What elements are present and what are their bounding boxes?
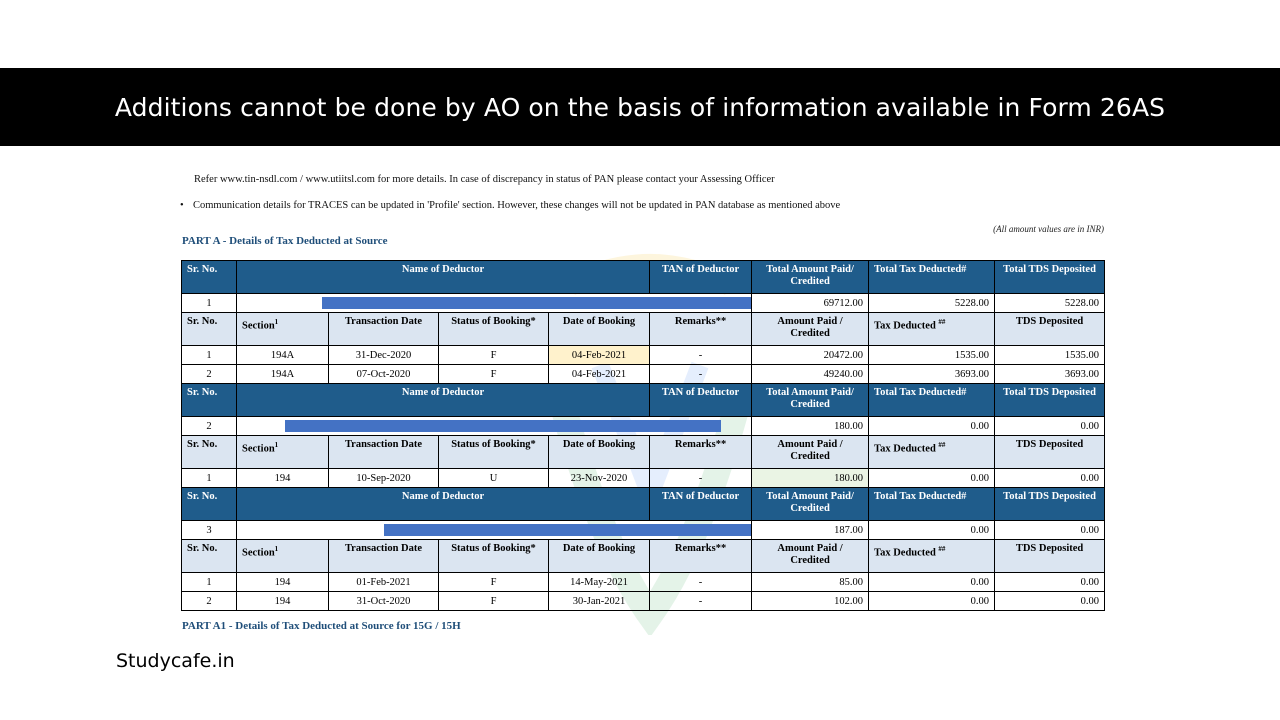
subheader-tax-deducted	[869, 540, 995, 573]
txn-remarks: -	[650, 365, 752, 384]
brand-footer: Studycafe.in	[116, 650, 235, 672]
txn-remarks: -	[650, 592, 752, 611]
subheader-tax-deducted-sup: ##	[938, 441, 946, 449]
header-total-tds-deposited: Total TDS Deposited	[995, 261, 1105, 294]
currency-note: (All amount values are in INR)	[993, 224, 1104, 234]
redaction-bar	[285, 420, 721, 432]
deductor-sr-no: 1	[182, 294, 237, 313]
header-total-tax-deducted: Total Tax Deducted#	[869, 261, 995, 294]
subheader-section-label: Section	[242, 547, 275, 559]
txn-tax-deducted: 1535.00	[869, 346, 995, 365]
header-total-tds-deposited: Total TDS Deposited	[995, 488, 1105, 521]
txn-date: 10-Sep-2020	[329, 469, 439, 488]
deductor-total-paid: 187.00	[752, 521, 869, 540]
txn-section: 194	[237, 573, 329, 592]
subheader-section-sup: 1	[274, 441, 279, 449]
subheader-amount-paid: Amount Paid / Credited	[752, 313, 869, 346]
subheader-section-label: Section	[242, 443, 275, 455]
txn-date: 07-Oct-2020	[329, 365, 439, 384]
subheader-tax-deducted	[869, 313, 995, 346]
redaction-bar	[384, 524, 751, 536]
deductor-sr-no: 3	[182, 521, 237, 540]
subheader-date-of-booking: Date of Booking	[549, 436, 650, 469]
txn-date-of-booking: 23-Nov-2020	[549, 469, 650, 488]
transaction-header-row	[182, 436, 1105, 469]
subheader-tax-deducted-sup: ##	[938, 318, 946, 326]
transaction-header-row	[182, 313, 1105, 346]
header-total-tax-deducted: Total Tax Deducted#	[869, 384, 995, 417]
subheader-section-label: Section	[242, 320, 275, 332]
deductor-header-row	[182, 384, 1105, 417]
deductor-summary-row	[182, 417, 1105, 436]
subheader-amount-paid: Amount Paid / Credited	[752, 436, 869, 469]
deductor-name-redacted	[237, 294, 752, 313]
deductor-total-tax: 0.00	[869, 521, 995, 540]
txn-status-of-booking: F	[439, 573, 549, 592]
txn-status-of-booking: F	[439, 346, 549, 365]
deductor-total-tds: 5228.00	[995, 294, 1105, 313]
subheader-sr-no: Sr. No.	[182, 436, 237, 469]
txn-section: 194A	[237, 346, 329, 365]
txn-section: 194	[237, 469, 329, 488]
subheader-sr-no: Sr. No.	[182, 540, 237, 573]
subheader-section	[237, 313, 329, 346]
txn-section: 194	[237, 592, 329, 611]
txn-tax-deducted: 0.00	[869, 469, 995, 488]
subheader-date-of-booking: Date of Booking	[549, 313, 650, 346]
txn-status-of-booking: U	[439, 469, 549, 488]
deductor-sr-no: 2	[182, 417, 237, 436]
header-sr-no: Sr. No.	[182, 384, 237, 417]
txn-date: 01-Feb-2021	[329, 573, 439, 592]
transaction-row	[182, 573, 1105, 592]
subheader-tds-deposited: TDS Deposited	[995, 313, 1105, 346]
deductor-total-tds: 0.00	[995, 417, 1105, 436]
subheader-remarks: Remarks**	[650, 436, 752, 469]
txn-tds-deposited: 0.00	[995, 592, 1105, 611]
txn-amount-paid: 49240.00	[752, 365, 869, 384]
txn-tax-deducted: 0.00	[869, 592, 995, 611]
txn-sr-no: 1	[182, 573, 237, 592]
subheader-tds-deposited: TDS Deposited	[995, 540, 1105, 573]
deductor-total-tds: 0.00	[995, 521, 1105, 540]
subheader-tax-deducted-label: Tax Deducted	[874, 443, 936, 455]
deductor-summary-row	[182, 521, 1105, 540]
subheader-transaction-date: Transaction Date	[329, 436, 439, 469]
info-line-communication-text: Communication details for TRACES can be updated in 'Profile' section. However, these changes will not be updated in PAN database as mentioned above	[193, 200, 841, 211]
txn-remarks: -	[650, 573, 752, 592]
txn-tds-deposited: 0.00	[995, 573, 1105, 592]
txn-status-of-booking: F	[439, 592, 549, 611]
subheader-tds-deposited: TDS Deposited	[995, 436, 1105, 469]
txn-sr-no: 1	[182, 469, 237, 488]
subheader-remarks: Remarks**	[650, 313, 752, 346]
header-name-of-deductor: Name of Deductor	[237, 384, 650, 417]
transaction-header-row	[182, 540, 1105, 573]
bullet-icon: •	[180, 200, 184, 211]
txn-tax-deducted: 0.00	[869, 573, 995, 592]
subheader-section-sup: 1	[274, 318, 279, 326]
header-tan-of-deductor: TAN of Deductor	[650, 488, 752, 521]
subheader-tax-deducted-label: Tax Deducted	[874, 320, 936, 332]
txn-amount-paid: 20472.00	[752, 346, 869, 365]
header-sr-no: Sr. No.	[182, 488, 237, 521]
txn-date: 31-Oct-2020	[329, 592, 439, 611]
subheader-transaction-date: Transaction Date	[329, 540, 439, 573]
header-total-amount-paid: Total Amount Paid/ Credited	[752, 384, 869, 417]
txn-amount-paid: 180.00	[752, 469, 869, 488]
deductor-total-paid: 180.00	[752, 417, 869, 436]
subheader-remarks: Remarks**	[650, 540, 752, 573]
deductor-name-redacted	[237, 417, 752, 436]
deductor-summary-row	[182, 294, 1105, 313]
header-name-of-deductor: Name of Deductor	[237, 261, 650, 294]
header-total-tds-deposited: Total TDS Deposited	[995, 384, 1105, 417]
txn-remarks: -	[650, 346, 752, 365]
deductor-total-tax: 5228.00	[869, 294, 995, 313]
txn-sr-no: 1	[182, 346, 237, 365]
deductor-name-redacted	[237, 521, 752, 540]
subheader-tax-deducted-sup: ##	[938, 545, 946, 553]
txn-tax-deducted: 3693.00	[869, 365, 995, 384]
transaction-row	[182, 469, 1105, 488]
subheader-section	[237, 436, 329, 469]
txn-status-of-booking: F	[439, 365, 549, 384]
subheader-tax-deducted	[869, 436, 995, 469]
txn-amount-paid: 85.00	[752, 573, 869, 592]
subheader-status-of-booking: Status of Booking*	[439, 540, 549, 573]
txn-date-of-booking: 04-Feb-2021	[549, 365, 650, 384]
title-banner	[0, 68, 1280, 146]
txn-tds-deposited: 0.00	[995, 469, 1105, 488]
subheader-transaction-date: Transaction Date	[329, 313, 439, 346]
transaction-row	[182, 592, 1105, 611]
part-a1-title: PART A1 - Details of Tax Deducted at Source for 15G / 15H	[182, 620, 461, 632]
txn-remarks: -	[650, 469, 752, 488]
banner-title: Additions cannot be done by AO on the basis of information available in Form 26AS	[114, 92, 1166, 122]
transaction-row	[182, 365, 1105, 384]
subheader-sr-no: Sr. No.	[182, 313, 237, 346]
info-line-communication	[180, 200, 840, 211]
txn-amount-paid: 102.00	[752, 592, 869, 611]
txn-section: 194A	[237, 365, 329, 384]
header-total-amount-paid: Total Amount Paid/ Credited	[752, 261, 869, 294]
subheader-status-of-booking: Status of Booking*	[439, 436, 549, 469]
subheader-tax-deducted-label: Tax Deducted	[874, 547, 936, 559]
header-tan-of-deductor: TAN of Deductor	[650, 384, 752, 417]
subheader-section	[237, 540, 329, 573]
subheader-section-sup: 1	[274, 545, 279, 553]
header-total-amount-paid: Total Amount Paid/ Credited	[752, 488, 869, 521]
deductor-header-row	[182, 488, 1105, 521]
txn-sr-no: 2	[182, 592, 237, 611]
header-sr-no: Sr. No.	[182, 261, 237, 294]
subheader-status-of-booking: Status of Booking*	[439, 313, 549, 346]
txn-sr-no: 2	[182, 365, 237, 384]
header-name-of-deductor: Name of Deductor	[237, 488, 650, 521]
part-a-title: PART A - Details of Tax Deducted at Source	[182, 235, 388, 247]
txn-date-of-booking: 04-Feb-2021	[549, 346, 650, 365]
deductor-header-row	[182, 261, 1105, 294]
header-total-tax-deducted: Total Tax Deducted#	[869, 488, 995, 521]
header-tan-of-deductor: TAN of Deductor	[650, 261, 752, 294]
txn-date: 31-Dec-2020	[329, 346, 439, 365]
txn-date-of-booking: 30-Jan-2021	[549, 592, 650, 611]
tds-table	[181, 260, 1105, 611]
redaction-bar	[322, 297, 751, 309]
txn-tds-deposited: 1535.00	[995, 346, 1105, 365]
txn-tds-deposited: 3693.00	[995, 365, 1105, 384]
txn-date-of-booking: 14-May-2021	[549, 573, 650, 592]
transaction-row	[182, 346, 1105, 365]
deductor-total-paid: 69712.00	[752, 294, 869, 313]
deductor-total-tax: 0.00	[869, 417, 995, 436]
subheader-amount-paid: Amount Paid / Credited	[752, 540, 869, 573]
subheader-date-of-booking: Date of Booking	[549, 540, 650, 573]
info-line-refer: Refer www.tin-nsdl.com / www.utiitsl.com for more details. In case of discrepancy in status of PAN please contact your Assessing Officer	[194, 174, 775, 185]
